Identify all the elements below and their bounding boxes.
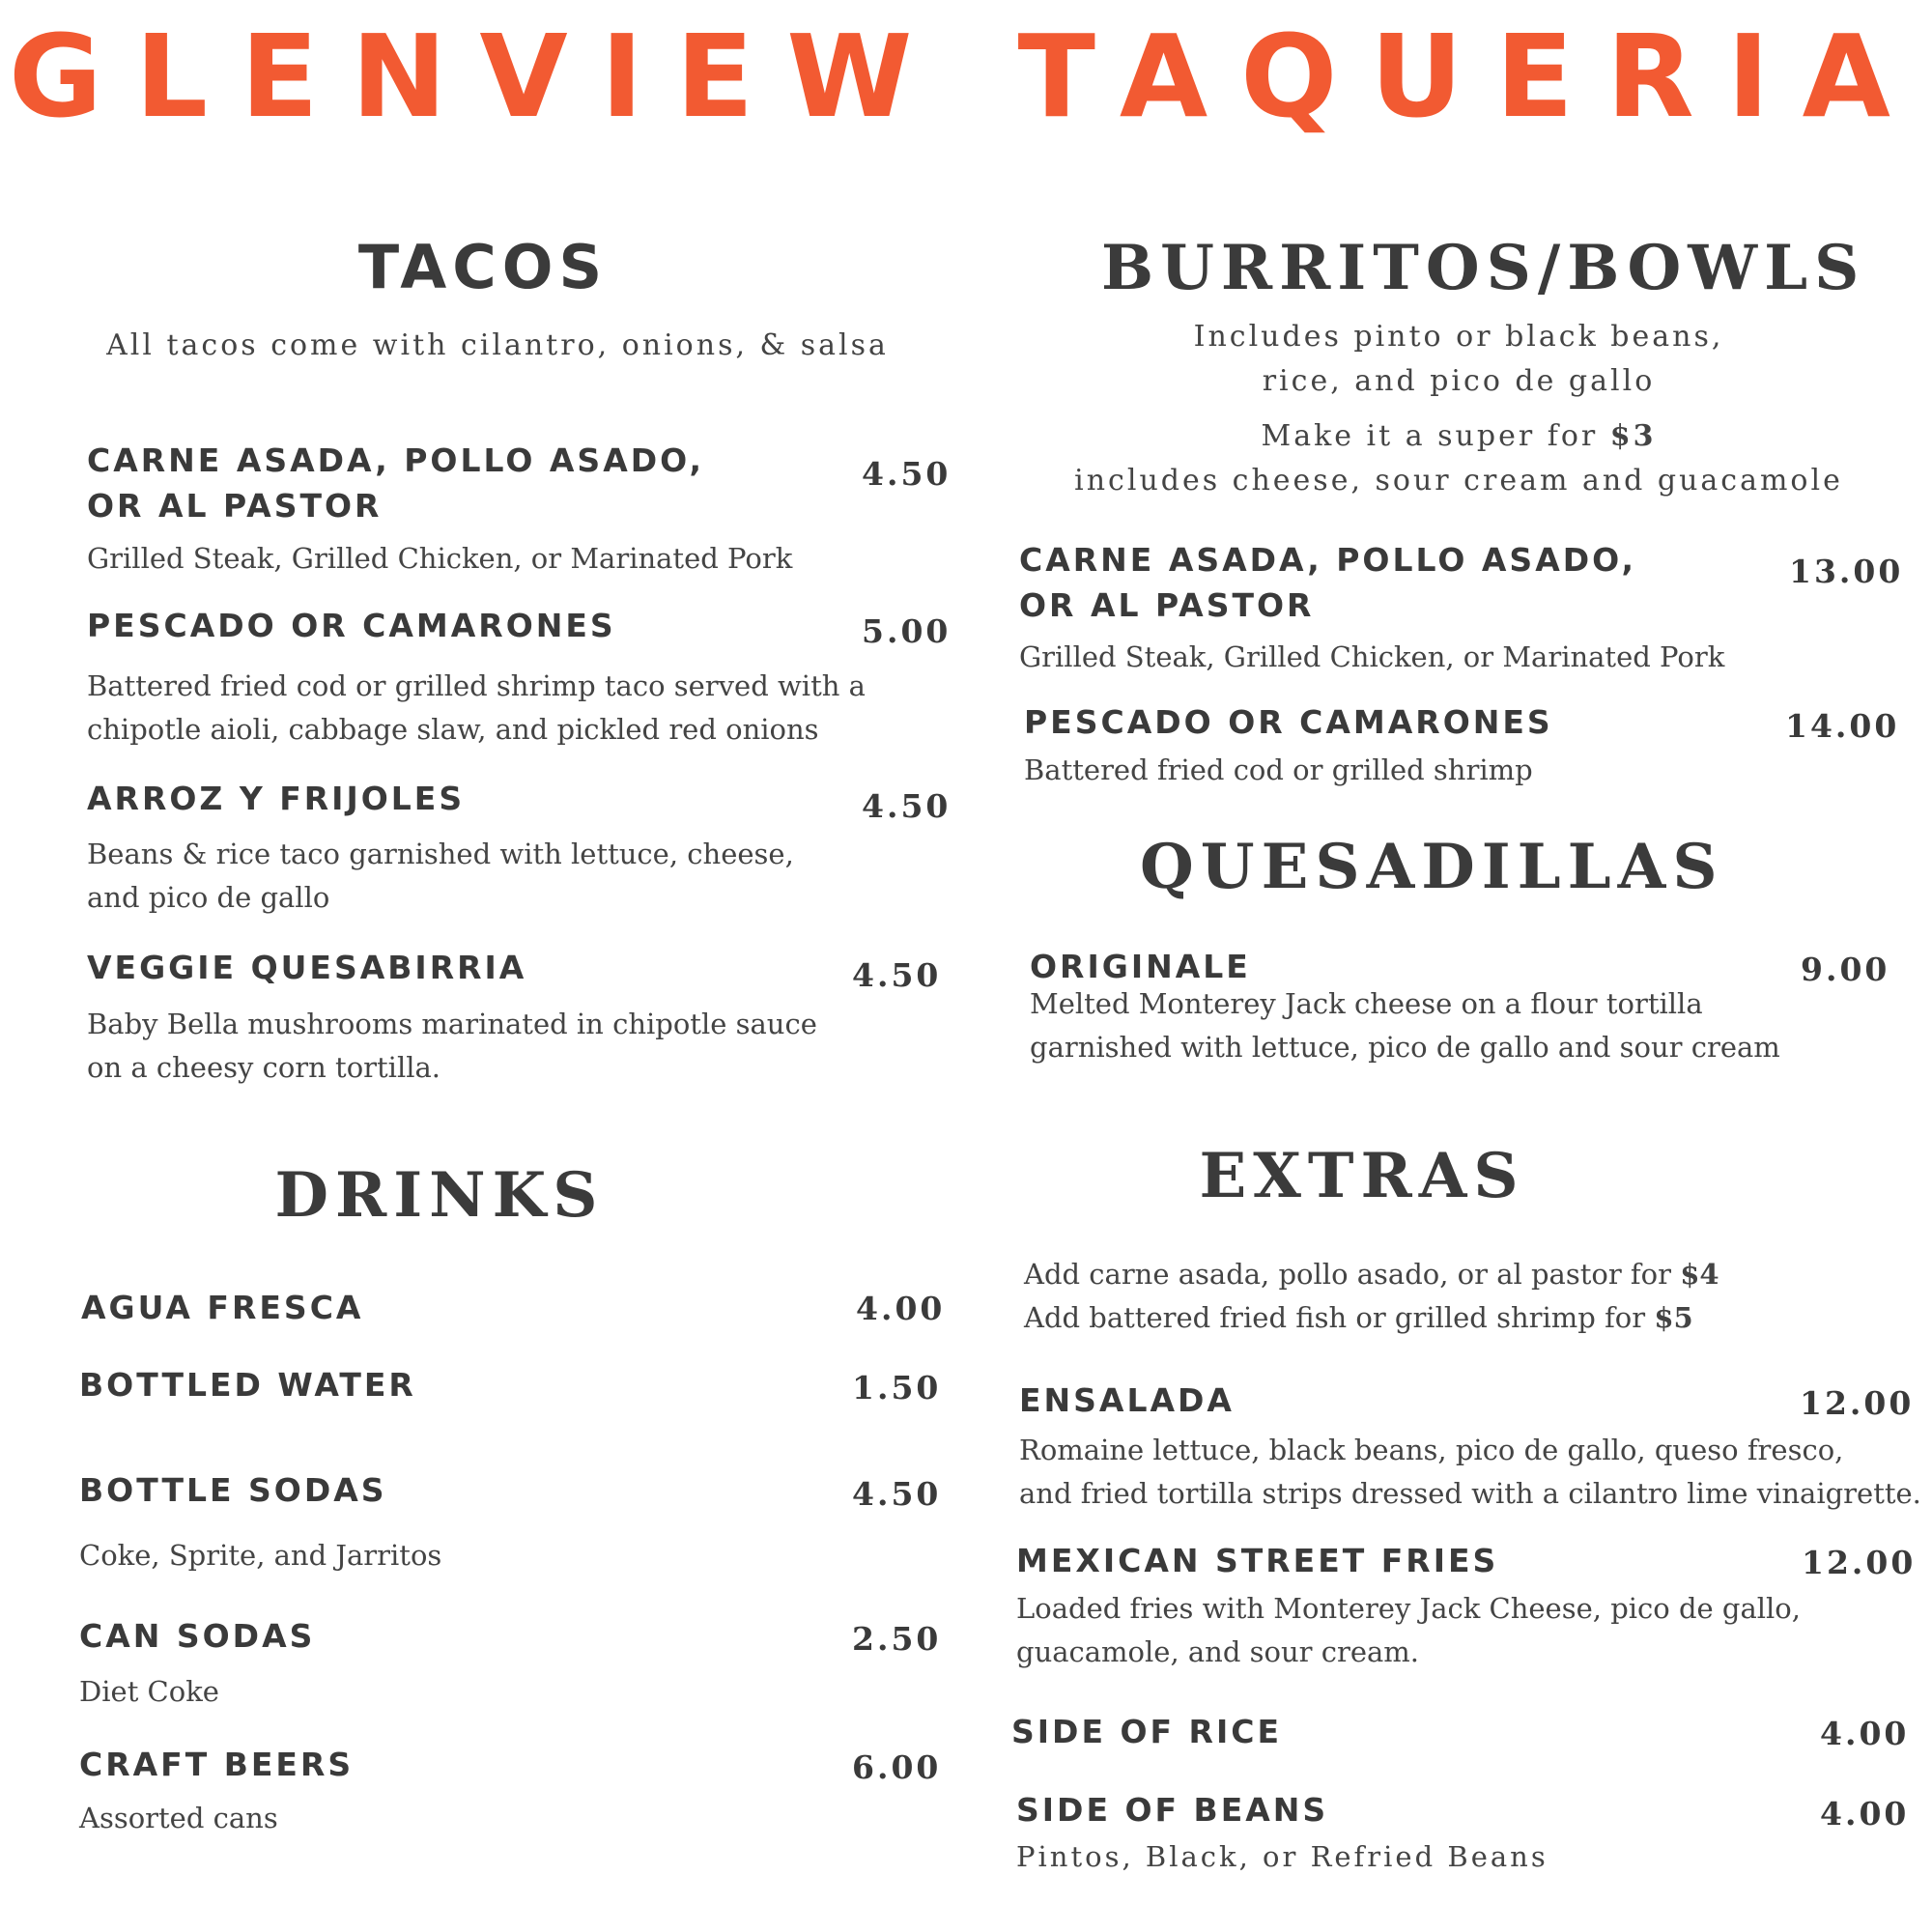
burrito-item-name: CARNE ASADA, POLLO ASADO, OR AL PASTOR: [1019, 541, 1636, 624]
quesadilla-item-description: Melted Monterey Jack cheese on a flour tortilla garnished with lettuce, pico de gallo and sour cream: [1030, 987, 1780, 1064]
drink-item-price: 4.00: [856, 1290, 946, 1327]
extra-item-description: Pintos, Black, or Refried Beans: [1016, 1840, 1548, 1873]
extra-item-price: 12.00: [1800, 1384, 1915, 1422]
extra-item-name: SIDE OF RICE: [1011, 1713, 1283, 1750]
quesadilla-item-price: 9.00: [1801, 951, 1890, 988]
burritos-note: Includes pinto or black beans, rice, and pico de gallo: [1193, 320, 1724, 398]
quesadilla-item-name: ORIGINALE: [1030, 948, 1251, 985]
extra-item-price: 4.00: [1820, 1795, 1910, 1833]
burrito-item-name: PESCADO OR CAMARONES: [1024, 703, 1553, 741]
tacos-heading: TACOS: [357, 232, 609, 302]
burrito-item-description: Grilled Steak, Grilled Chicken, or Marinated Pork: [1019, 640, 1725, 673]
taco-item-name: PESCADO OR CAMARONES: [87, 607, 616, 644]
taco-item-description: Grilled Steak, Grilled Chicken, or Marinated Pork: [87, 542, 793, 575]
burrito-item-price: 14.00: [1785, 707, 1900, 745]
drink-item-description: Diet Coke: [79, 1675, 219, 1708]
taco-item-name: VEGGIE QUESABIRRIA: [87, 949, 527, 986]
extra-item-description: Loaded fries with Monterey Jack Cheese, pico de gallo, guacamole, and sour cream.: [1016, 1592, 1801, 1668]
taco-item-price: 4.50: [862, 455, 952, 493]
burrito-item-price: 13.00: [1789, 553, 1904, 590]
drink-item-description: Assorted cans: [79, 1802, 278, 1834]
drink-item-name: BOTTLE SODAS: [79, 1471, 387, 1509]
drink-item-price: 1.50: [852, 1369, 942, 1406]
drink-item-description: Coke, Sprite, and Jarritos: [79, 1539, 442, 1572]
drink-item-name: BOTTLED WATER: [79, 1366, 416, 1404]
extra-item-name: MEXICAN STREET FRIES: [1016, 1542, 1499, 1579]
drink-item-name: CRAFT BEERS: [79, 1746, 355, 1783]
drink-item-name: CAN SODAS: [79, 1617, 316, 1655]
taco-item-name: CARNE ASADA, POLLO ASADO, OR AL PASTOR: [87, 441, 704, 525]
taco-item-price: 4.50: [852, 956, 942, 994]
extra-item-price: 12.00: [1802, 1544, 1917, 1581]
burritos-super-note: Make it a super for $3 includes cheese, sour cream and guacamole: [1074, 419, 1843, 497]
drinks-heading: DRINKS: [274, 1159, 605, 1232]
burrito-item-description: Battered fried cod or grilled shrimp: [1024, 753, 1533, 786]
drink-item-price: 4.50: [852, 1475, 942, 1513]
taco-item-description: Beans & rice taco garnished with lettuce, cheese, and pico de gallo: [87, 838, 794, 914]
drink-item-price: 2.50: [852, 1620, 942, 1658]
extras-add-on-note: Add carne asada, pollo asado, or al pastor for $4 Add battered fried fish or grilled shrimp for $5: [1024, 1258, 1719, 1334]
drink-item-name: AGUA FRESCA: [81, 1289, 364, 1326]
taco-item-name: ARROZ Y FRIJOLES: [87, 780, 466, 817]
quesadillas-heading: QUESADILLAS: [1140, 831, 1724, 903]
extra-item-name: SIDE OF BEANS: [1016, 1791, 1329, 1829]
taco-item-description: Baby Bella mushrooms marinated in chipotle sauce on a cheesy corn tortilla.: [87, 1008, 817, 1084]
taco-item-price: 5.00: [862, 612, 952, 650]
drink-item-price: 6.00: [852, 1748, 942, 1786]
extras-heading: EXTRAS: [1199, 1140, 1525, 1212]
taco-item-price: 4.50: [862, 787, 952, 825]
restaurant-title: GLENVIEW TAQUERIA: [9, 10, 1923, 143]
tacos-note: All tacos come with cilantro, onions, & salsa: [106, 328, 889, 362]
extra-item-price: 4.00: [1820, 1715, 1910, 1752]
burritos-heading: BURRITOS/BOWLS: [1101, 232, 1866, 304]
extra-item-description: Romaine lettuce, black beans, pico de gallo, queso fresco, and fried tortilla strips dressed with a cilantro lime vinaigrette.: [1019, 1434, 1921, 1510]
extra-item-name: ENSALADA: [1019, 1381, 1235, 1419]
taco-item-description: Battered fried cod or grilled shrimp taco served with a chipotle aioli, cabbage slaw, and pickled red onions: [87, 669, 866, 746]
